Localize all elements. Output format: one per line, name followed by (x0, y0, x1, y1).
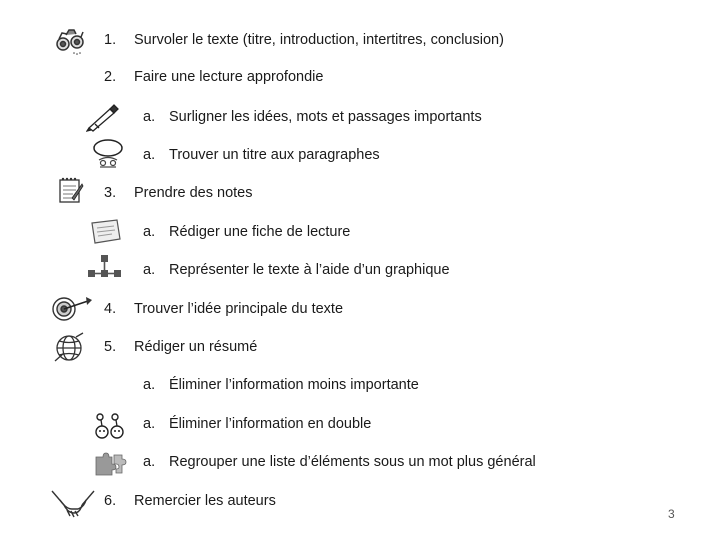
item-text: Prendre des notes (134, 185, 253, 201)
item-marker: 3. (104, 185, 117, 201)
item-marker: a. (143, 262, 156, 278)
item-marker: 4. (104, 301, 117, 317)
item-marker: 6. (104, 493, 117, 509)
puzzle-pieces-icon (94, 451, 128, 477)
item-marker: 5. (104, 339, 117, 355)
notepad-icon (58, 176, 84, 204)
page-number: 3 (668, 507, 675, 521)
item-marker: a. (143, 109, 156, 125)
item-marker: a. (143, 224, 156, 240)
item-marker: a. (143, 377, 156, 393)
item-text: Survoler le texte (titre, introduction, intertitres, conclusion) (134, 32, 504, 48)
item-text: Éliminer l’information moins importante (169, 377, 419, 393)
item-text: Remercier les auteurs (134, 493, 276, 509)
org-chart-icon (86, 253, 124, 283)
index-card-icon (90, 219, 122, 245)
item-text: Rédiger une fiche de lecture (169, 224, 351, 240)
item-text: Rédiger un résumé (134, 339, 258, 355)
item-text: Trouver un titre aux paragraphes (169, 147, 380, 163)
binoculars-icon (54, 26, 88, 56)
highlighter-pen-icon (86, 102, 120, 132)
handshake-icon (50, 487, 96, 521)
item-text: Surligner les idées, mots et passages importants (169, 109, 482, 125)
item-marker: 1. (104, 32, 117, 48)
target-icon (50, 292, 94, 324)
item-text: Faire une lecture approfondie (134, 69, 324, 85)
twin-figures-icon (94, 412, 126, 442)
item-marker: a. (143, 454, 156, 470)
item-text: Regrouper une liste d’éléments sous un mot plus général (169, 454, 536, 470)
item-text: Éliminer l’information en double (169, 416, 372, 432)
item-marker: a. (143, 416, 156, 432)
item-marker: a. (143, 147, 156, 163)
world-globe-icon (52, 331, 86, 365)
item-text: Représenter le texte à l’aide d’un graphique (169, 262, 450, 278)
item-text: Trouver l’idée principale du texte (134, 301, 344, 317)
speech-bubble-icon (92, 138, 126, 170)
item-marker: 2. (104, 69, 117, 85)
